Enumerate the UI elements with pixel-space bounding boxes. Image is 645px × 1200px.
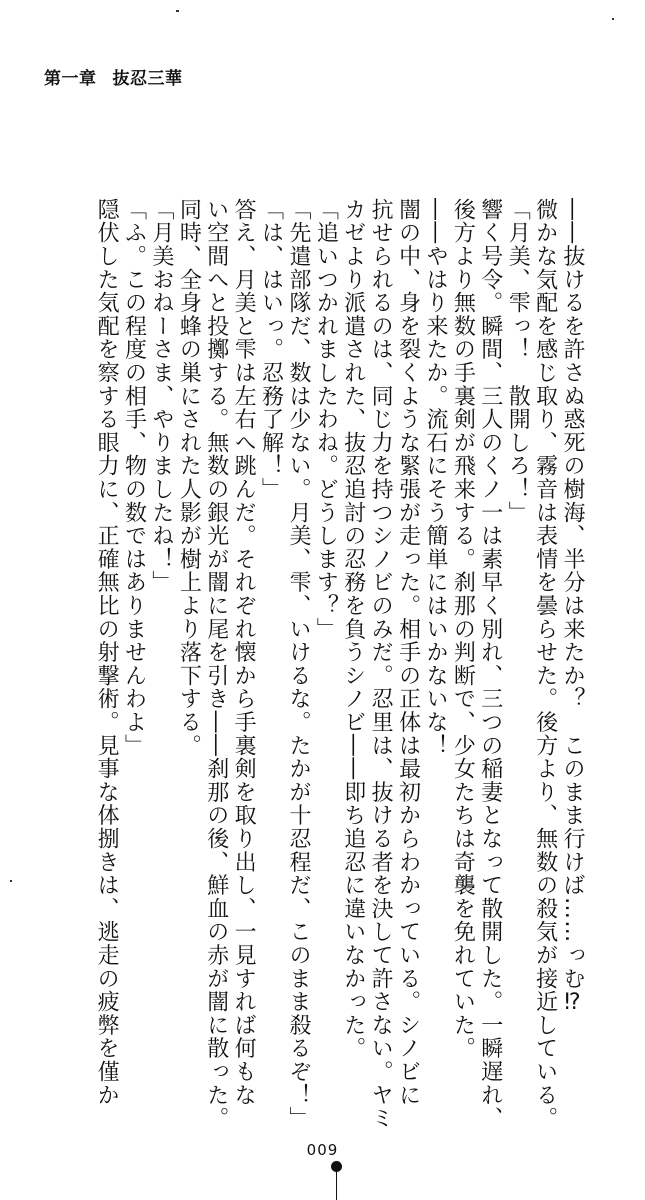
chapter-header: [44, 64, 183, 89]
text-line: 「月美おねーさま、やりましたね！」: [148, 198, 174, 595]
text-line: ――抜けるを許さぬ惑死の樹海、半分は来たか？ このまま行けば……っむ⁉: [560, 198, 585, 1017]
text-line: 闇の中、身を裂くような緊張が走った。相手の正体は最初からわかっている。シノビに: [395, 198, 421, 1107]
chapter-label: 第一章: [44, 69, 97, 89]
scan-speck: [10, 880, 12, 882]
text-line: い空間へと投擲する。無数の銀光が闇に尾を引き――刹那の後、鮮血の赤が闇に散った。: [203, 198, 229, 1130]
text-line: ――やはり来たか。流石にそう簡単にはいかないな！: [422, 198, 448, 758]
text-line: 答え、月美と雫は左右へ跳んだ。それぞれ懐から手裏剣を取り出し、一見すれば何もな: [231, 198, 257, 1107]
text-line: カゼより派遣された、抜忍追討の忍務を負うシノビ――即ち追忍に違いなかった。: [340, 198, 366, 1061]
text-line: 後方より無数の手裏剣が飛来する。刹那の判断で、少女たちは奇襲を免れていた。: [450, 198, 476, 1061]
novel-body-text: [30, 198, 586, 1130]
text-line: 微かな気配を感じ取り、霧音は表情を曇らせた。後方より、無数の殺気が接近している。: [532, 198, 558, 1130]
text-line: 「は、はいっ。忍務了解！」: [258, 198, 284, 501]
page-number: 009: [306, 1141, 339, 1159]
text-line: 隠伏した気配を察する眼力に、正確無比の射撃術。見事な体捌きは、逃走の疲弊を僅か: [94, 198, 120, 1107]
chapter-title: 抜忍三華: [112, 69, 183, 89]
text-line: 同時、全身蜂の巣にされた人影が樹上より落下する。: [176, 198, 202, 758]
text-line: 「月美、雫っ！ 散開しろ！」: [505, 198, 531, 525]
page-marker-line: [336, 1170, 337, 1200]
text-line: 「先遣部隊だ、数は少ない。月美、雫、いけるな。たかが十忍程だ、このまま殺るぞ！」: [285, 198, 311, 1130]
text-line: 抗せられるのは、同じ力を持つシノビのみだ。忍里は、抜ける者を決して許さない。ヤミ: [368, 198, 394, 1130]
text-line: 「追いつかれましたわね。どうします？」: [313, 198, 339, 641]
text-line: 響く号令。瞬間、三人のくノ一は素早く別れ、三つの稲妻となって散開した。一瞬遅れ、: [477, 198, 503, 1130]
scan-speck: [612, 18, 614, 20]
scan-speck: [176, 10, 179, 12]
text-line: 「ふ。この程度の相手、物の数ではありませんわよ」: [121, 198, 147, 758]
